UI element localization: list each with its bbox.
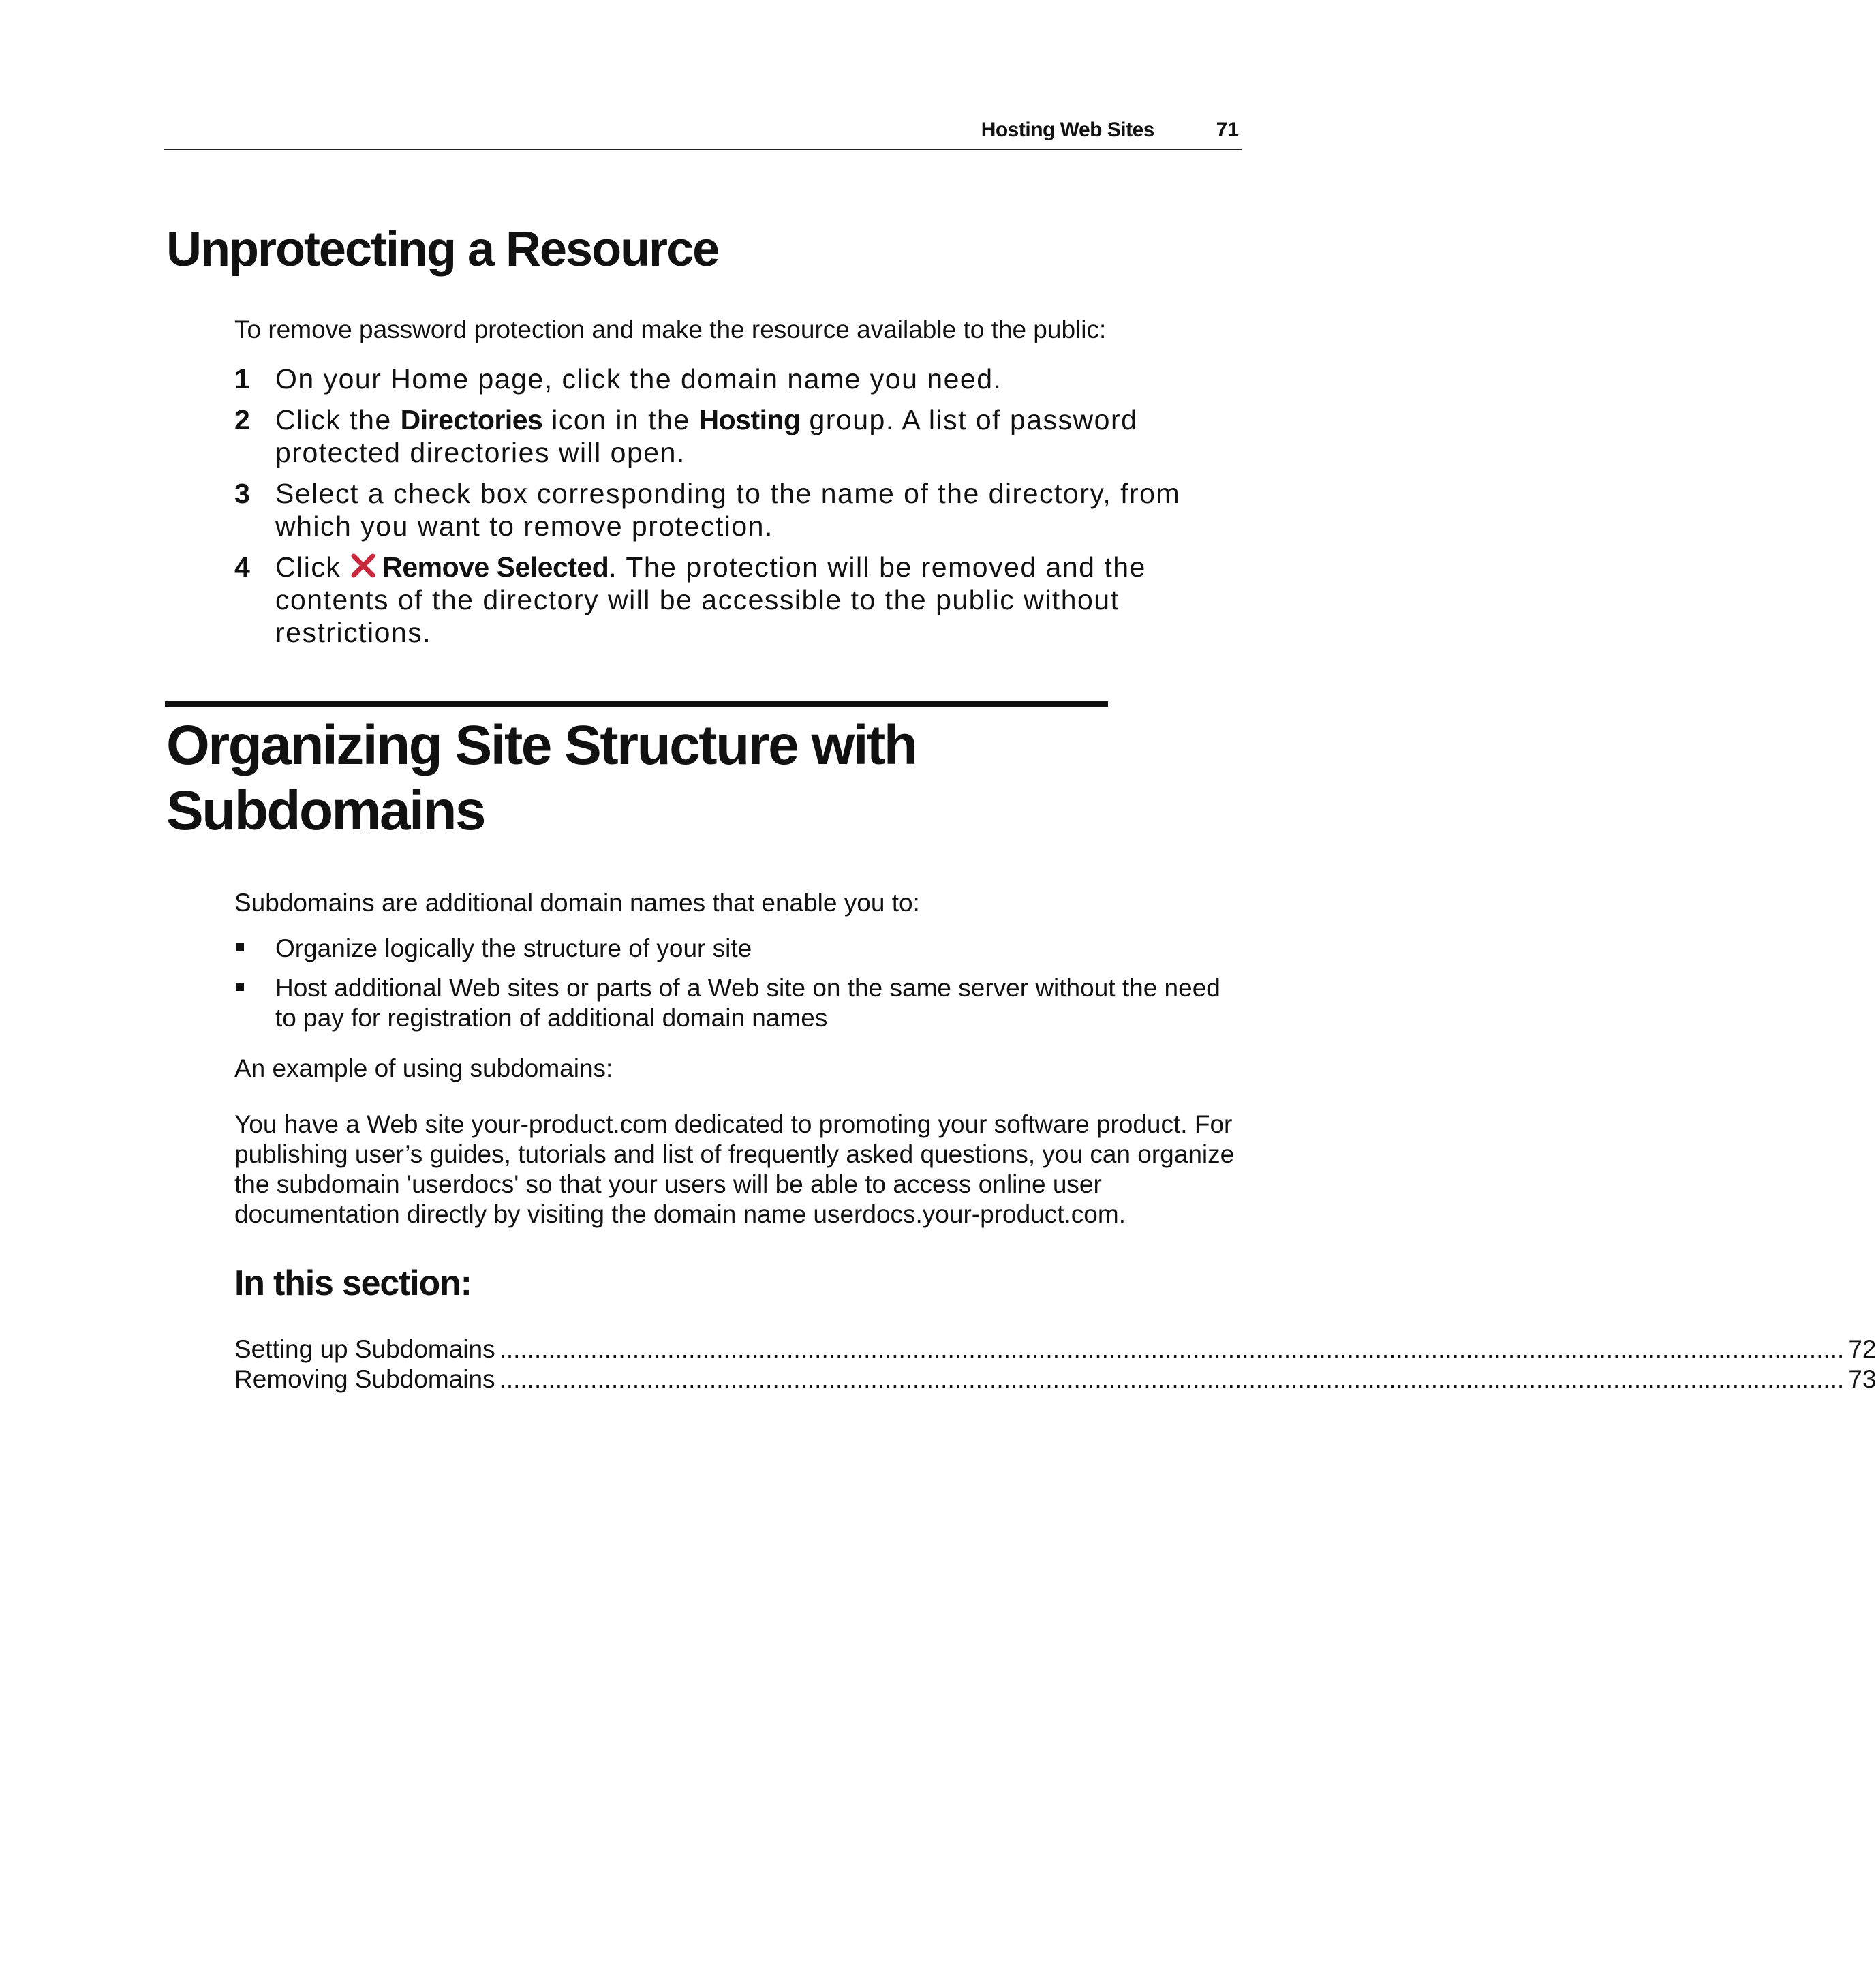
step-number: 4 (234, 551, 250, 583)
unprotect-intro: To remove password protection and make the resource available to the public: (234, 316, 1107, 343)
step-item (234, 403, 1243, 469)
step-text: Select a check box corresponding to the name of the directory, from which you want to remove protection. (275, 478, 1181, 542)
subdomains-intro: Subdomains are additional domain names that enable you to: (234, 889, 920, 917)
list-item (234, 934, 1243, 964)
toc-entry-setting-up[interactable] (234, 1334, 1876, 1364)
section-toc (234, 1334, 1876, 1394)
section-divider (165, 701, 1108, 707)
example-paragraph: You have a Web site your-product.com dedicated to promoting your software product. For publishing user’s guides, tutorials and list of frequently asked questions, you can organize the subdomain 'userdocs' so that your users will be able to access online user documentation directly by visiting the domain name userdocs.your-product.com. (234, 1110, 1235, 1228)
toc-page-number: 73 (1848, 1365, 1876, 1393)
running-header (164, 116, 1242, 150)
heading-organizing-subdomains (166, 713, 916, 844)
running-header-title: Hosting Web Sites (981, 119, 1154, 141)
toc-entry-removing[interactable] (234, 1364, 1876, 1394)
heading-line: Organizing Site Structure with (166, 714, 917, 776)
bullet-square-icon (236, 983, 244, 991)
subdomain-benefits-list (234, 934, 1243, 1043)
page-number: 71 (1216, 119, 1239, 141)
step-text: On your Home page, click the domain name you need. (275, 363, 1002, 395)
ui-label-directories: Directories (400, 404, 543, 435)
heading-unprotecting-resource: Unprotecting a Resource (166, 222, 719, 277)
example-lead: An example of using subdomains: (234, 1054, 613, 1082)
ui-label-remove-selected: Remove Selected (382, 551, 609, 583)
remove-x-icon (350, 552, 377, 579)
bullet-square-icon (236, 943, 244, 951)
toc-page-number: 72 (1848, 1335, 1876, 1363)
toc-leader-dots: ................................................................................................................................................................................................ (499, 1335, 1845, 1363)
step-text-mid: icon in the (542, 404, 699, 435)
ui-label-hosting: Hosting (698, 404, 801, 435)
step-text-post: group. A list of password protected directories will open. (275, 404, 1138, 468)
step-number: 2 (234, 404, 250, 435)
step-item (234, 551, 1243, 649)
step-text-post: . The protection will be removed and the contents of the directory will be accessible to the public without restrictions. (275, 551, 1146, 648)
step-number: 3 (234, 478, 250, 509)
step-text-pre: Click the (275, 404, 401, 435)
step-item (234, 477, 1243, 542)
step-text-pre: Click (275, 551, 350, 583)
step-number: 1 (234, 363, 250, 395)
step-item (234, 363, 1243, 395)
toc-label[interactable]: Removing Subdomains (234, 1365, 495, 1393)
heading-line: Subdomains (166, 780, 485, 842)
unprotect-steps (234, 363, 1243, 657)
list-item-text: Host additional Web sites or parts of a Web site on the same server without the need to pay for registration of additional domain names (275, 974, 1220, 1032)
list-item-text: Organize logically the structure of your site (275, 934, 752, 962)
toc-leader-dots: ................................................................................................................................................................................................ (499, 1365, 1845, 1393)
list-item (234, 973, 1243, 1033)
in-this-section-heading: In this section: (234, 1264, 472, 1303)
toc-label[interactable]: Setting up Subdomains (234, 1335, 495, 1363)
